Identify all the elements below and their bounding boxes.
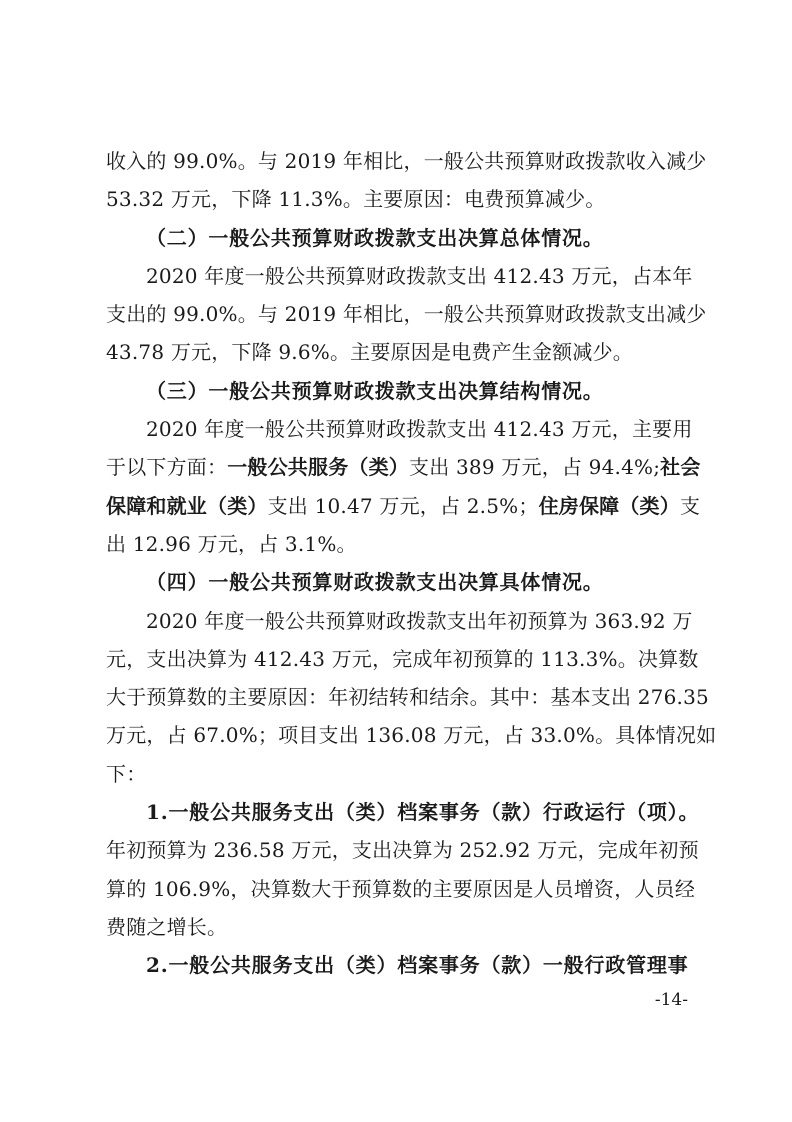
bold-category: 社会 [660,455,701,480]
paragraph-line: 2020 年度一般公共预算财政拨款支出 412.43 万元，占本年 [146,263,693,288]
paragraph-line-mixed [106,487,701,525]
paragraph-line: 支出的 99.0%。与 2019 年相比，一般公共预算财政拨款支出减少 [106,302,707,327]
section-heading-2: （二）一般公共预算财政拨款支出决算总体情况。 [146,225,604,250]
body-text [106,142,717,985]
text-segment: 支 [679,493,701,518]
paragraph-line: 大于预算数的主要原因：年初结转和结余。其中：基本支出 276.35 [106,685,709,710]
subsection-heading-2: 2.一般公共服务支出（类）档案事务（款）一般行政管理事 [146,953,689,978]
paragraph-line: 年初预算为 236.58 万元，支出决算为 252.92 万元，完成年初预 [106,838,699,863]
paragraph-line: 费随之增长。 [106,914,228,939]
text-segment: 于以下方面： [106,455,228,480]
subsection-heading-1: 1.一般公共服务支出（类）档案事务（款）行政运行（项）。 [146,800,700,825]
text-segment: 支出 389 万元，占 94.4%; [409,455,661,480]
paragraph-line: 元，支出决算为 412.43 万元，完成年初预算的 113.3%。决算数 [106,646,699,671]
paragraph-line-mixed [106,448,701,486]
paragraph-line: 2020 年度一般公共预算财政拨款支出 412.43 万元，主要用 [146,417,693,442]
bold-category: 一般公共服务（类） [227,455,410,480]
paragraph-line: 万元，占 67.0%；项目支出 136.08 万元，占 33.0%。具体情况如 [106,723,717,748]
section-heading-3: （三）一般公共预算财政拨款支出决算结构情况。 [146,378,604,403]
paragraph-line: 2020 年度一般公共预算财政拨款支出年初预算为 363.92 万 [146,608,693,633]
paragraph-line: 收入的 99.0%。与 2019 年相比，一般公共预算财政拨款收入减少 [106,149,707,173]
page-number: -14- [654,990,688,1010]
bold-category: 保障和就业（类） [106,493,268,518]
paragraph-line: 出 12.96 万元，占 3.1%。 [106,531,357,556]
text-segment: 支出 10.47 万元，占 2.5%； [267,493,539,518]
paragraph-line: 下： [106,761,147,786]
paragraph-line: 算的 106.9%，决算数大于预算数的主要原因是人员增资，人员经 [106,876,696,901]
bold-category: 住房保障（类） [538,493,680,518]
paragraph-line: 53.32 万元，下降 11.3%。主要原因：电费预算减少。 [106,187,606,212]
paragraph-line: 43.78 万元，下降 9.6%。主要原因是电费产生金额减少。 [106,340,633,365]
section-heading-4: （四）一般公共预算财政拨款支出决算具体情况。 [146,570,604,595]
